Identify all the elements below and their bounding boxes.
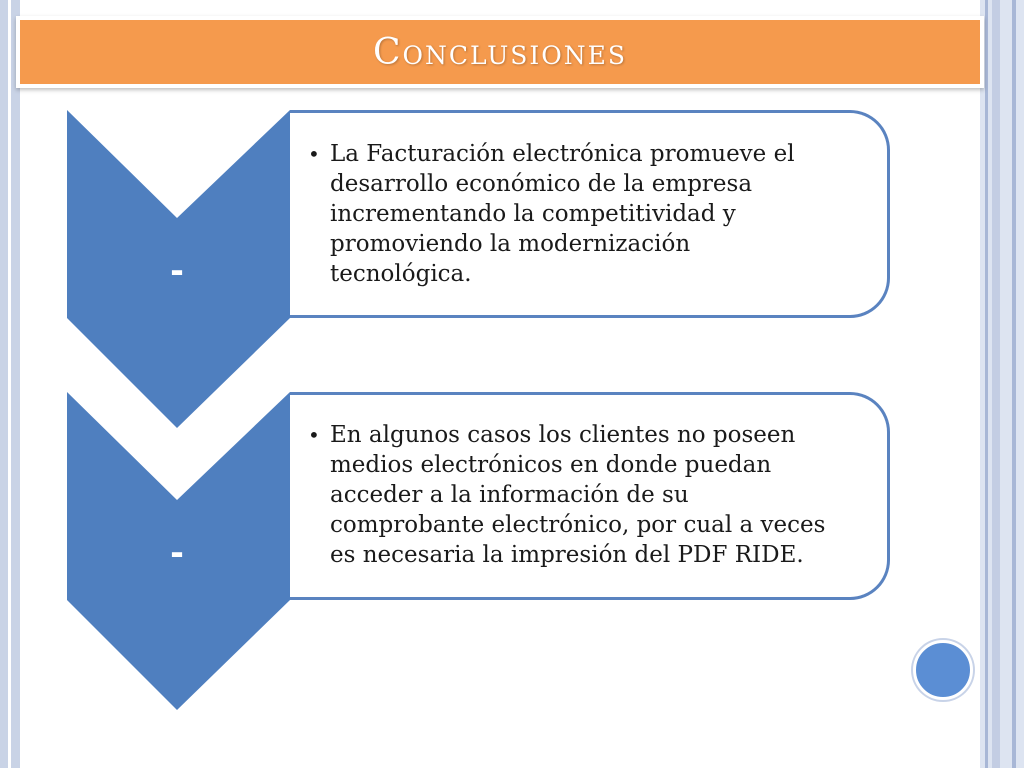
chevron-label-2: - bbox=[170, 530, 184, 574]
conclusion-card-2 bbox=[290, 392, 890, 600]
conclusion-card-1 bbox=[290, 110, 890, 318]
conclusion-text-1: La Facturación electrónica promueve el desarrollo económico de la empresa incrementando la competitividad y promoviendo la modernización tecnológica. bbox=[330, 141, 795, 287]
conclusion-text-2: En algunos casos los clientes no poseen medios electrónicos en donde puedan acceder a la información de su comprobante electrónico, por cual a veces es necesaria la impresión del PDF RIDE. bbox=[330, 422, 826, 568]
bullet-item bbox=[308, 139, 867, 289]
bullet-item bbox=[308, 420, 867, 570]
chevron-label-1: - bbox=[170, 248, 184, 292]
slide-title: Conclusiones bbox=[372, 31, 628, 73]
bullet-icon: • bbox=[308, 423, 320, 447]
decorative-circle bbox=[913, 640, 973, 700]
bullet-icon: • bbox=[308, 142, 320, 166]
